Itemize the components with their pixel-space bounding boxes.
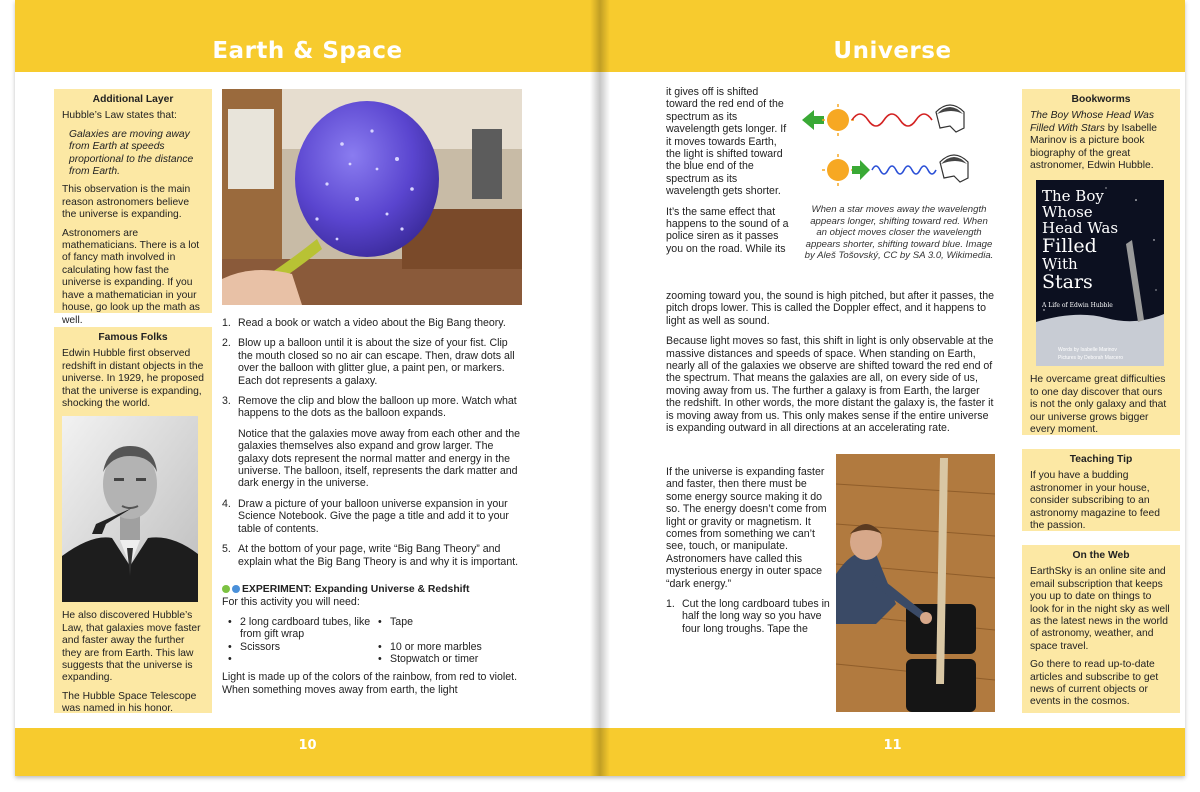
teaching-tip-heading: Teaching Tip [1069,454,1133,465]
book-cover-credit: Words by Isabelle Marinov [1058,347,1117,354]
hubbles-law-quote: Galaxies are moving away from Earth at speeds proportional to the distance from Earth. [69,128,194,178]
left-page [15,0,600,776]
bookworms-heading: Bookworms [1071,94,1131,105]
on-the-web-p1: EarthSky is an online site and email subscription that keeps you up to date on things to look for in the night sky as well as the latest news in the world of astronomy, weather, and space travel. [1030,566,1170,652]
book-cover-title: The Boy Whose Head Was Filled With Stars [1042,187,1119,294]
doppler-caption: When a star moves away the wavelength appears longer, shifting toward red. When an object moves closer the wavelength appears shorter, shifting toward blue. Image by Aleš Tošovský, CC by SA 3.0, Wikimedia. [804,204,994,262]
left-page-number: 10 [298,738,317,753]
teaching-tip-box [1022,449,1180,531]
additional-layer-p3: Astronomers are mathematicians. There is a lot of fancy math involved in calculating how fast the universe is expanding. If you have a mathematician in your house, go look up the math as well. [62,227,200,326]
right-page-title: Universe [833,38,952,64]
right-header-band [600,0,1185,72]
supply-item: • 2 long cardboard tubes, like from gift wrap [228,616,378,641]
additional-layer-box [54,89,212,326]
right-page [600,0,1185,776]
book-cover-subtitle: A Life of Edwin Hubble [1042,302,1113,310]
additional-layer-p2: This observation is the main reason astronomers believe the universe is expanding. [62,184,191,221]
bookworms-intro: The Boy Whose Head Was Filled With Stars by Isabelle Marinov is a picture book biography of the great astronomer, Edwin Hubble. [1030,110,1157,172]
experiment-green-icon [222,585,230,593]
step-item: 5. At the bottom of your page, write “Big Bang Theory” and explain what the Big Bang Theory is and why it is important. [222,543,519,568]
book-gutter [590,0,610,776]
light-closing-text: Light is made up of the colors of the rainbow, from red to violet. When something moves away from earth, the light [222,671,518,696]
step-item: 3. Remove the clip and blow the balloon up more. Watch what happens to the dots as the balloon expands. Notice that the galaxies move away from each other and the galaxies themselves also expand and grow larger. The galaxy dots represent the normal matter and energy in the universe. The balloon, itself, represents the dark matter and dark energy in the universe. [222,395,521,490]
book-spread [15,0,1185,776]
experiment-intro: For this activity you will need: [222,596,360,609]
famous-folks-heading: Famous Folks [98,332,168,343]
step-item: 1. Read a book or watch a video about the Big Bang theory. [222,317,506,329]
supplies-list [228,616,522,666]
dark-energy-text: If the universe is expanding faster and faster, then there must be some energy source making it do so. The energy doesn’t come from light or gravity or magnetism. It comes from something we can’t see, touch, or manipulate. Astronomers have called this mysterious energy in outer space “dark energy.” 1. Cut the long cardboard tubes in half the long way so you have four long troughs. Tape the [666,466,830,635]
additional-layer-p1: Hubble’s Law states that: [62,110,177,122]
book-cover-credit: Pictures by Deborah Marcero [1058,355,1124,362]
step-item: 1. Cut the long cardboard tubes in half the long way so you have four long troughs. Tape the [666,598,830,635]
left-footer-band [15,728,600,776]
right-main-text: zooming toward you, the sound is high pitched, but after it passes, the pitch drops lower. This is called the Doppler effect, and it happens to light as well as sound. Because light moves so fast, this shift in light is only observable at the massive distances and speeds of space. When standing on Earth, nearly all of the galaxies we observe are shifted toward the red end of the spectrum. That means the galaxies are all, on every side of us, moving away from us. The further a galaxy is from Earth, the larger the redshift. In other words, the more distant the galaxy is, the faster it is moving away from us. This only makes sense if the entire universe is expanding outward in all directions at an accelerating rate. [666,290,995,435]
teaching-tip-text: If you have a budding astronomer in your house, consider subscribing to an astronomy magazine to feed the passion. [1030,470,1160,532]
left-header-band [15,0,600,72]
left-page-title: Earth & Space [212,38,403,64]
bookworms-after: He overcame great difficulties to one day discover that ours is not the only galaxy and that our universe grows bigger every moment. [1030,374,1167,436]
supply-item: • Tape [378,616,508,641]
step-item: 2. Blow up a balloon until it is about the size of your fist. Clip the mouth closed so no air can escape. Then, draw dots all over the balloon with glitter glue, a paint pen, or markers. Each dot represents a galaxy. [222,337,515,387]
supply-item: • Stopwatch or timer [378,653,508,665]
on-the-web-heading: On the Web [1072,550,1130,561]
book-cover [1036,180,1164,366]
balloon-universe-photo [222,89,522,305]
famous-folks-box [54,327,212,713]
supply-item: • 10 or more marbles [378,641,508,653]
additional-layer-heading: Additional Layer [92,94,174,105]
right-footer-band [600,728,1185,776]
famous-folks-p3: The Hubble Space Telescope was named in his honor. [62,690,197,715]
on-the-web-box [1022,545,1180,713]
supply-item: • Scissors [228,641,378,653]
doppler-diagram [800,90,990,198]
edwin-hubble-portrait [62,416,198,602]
right-page-number: 11 [883,738,902,753]
step-item: 4. Draw a picture of your balloon universe expansion in your Science Notebook. Give the page a title and add it to your table of contents. [222,497,509,535]
famous-folks-p1: Edwin Hubble first observed redshift in distant objects in the universe. In 1929, he proposed that the universe is expanding, shocking the world. [62,348,204,410]
famous-folks-p2: He also discovered Hubble’s Law, that galaxies move faster and faster away the further they are from Earth. This law suggests that the universe is expanding. [62,610,201,684]
on-the-web-p2: Go there to read up-to-date articles and subscribe to get news of current objects or events in the cosmos. [1030,659,1159,708]
experiment-title: EXPERIMENT: Expanding Universe & Redshift [222,584,522,596]
cardboard-tube-photo [836,454,995,712]
big-bang-steps [222,317,522,568]
left-main-text [222,317,522,696]
redshift-text: it gives off is shifted toward the red end of the spectrum as its wavelength gets longer. If it moves towards Earth, the light is shifted toward the blue end of the spectrum as its wavelength gets shorter. It’s the same effect that happens to the sound of a police siren as it passes you on the road. While its [666,86,789,255]
tube-steps [666,598,830,635]
bookworms-box [1022,89,1180,435]
experiment-blue-icon [232,585,240,593]
